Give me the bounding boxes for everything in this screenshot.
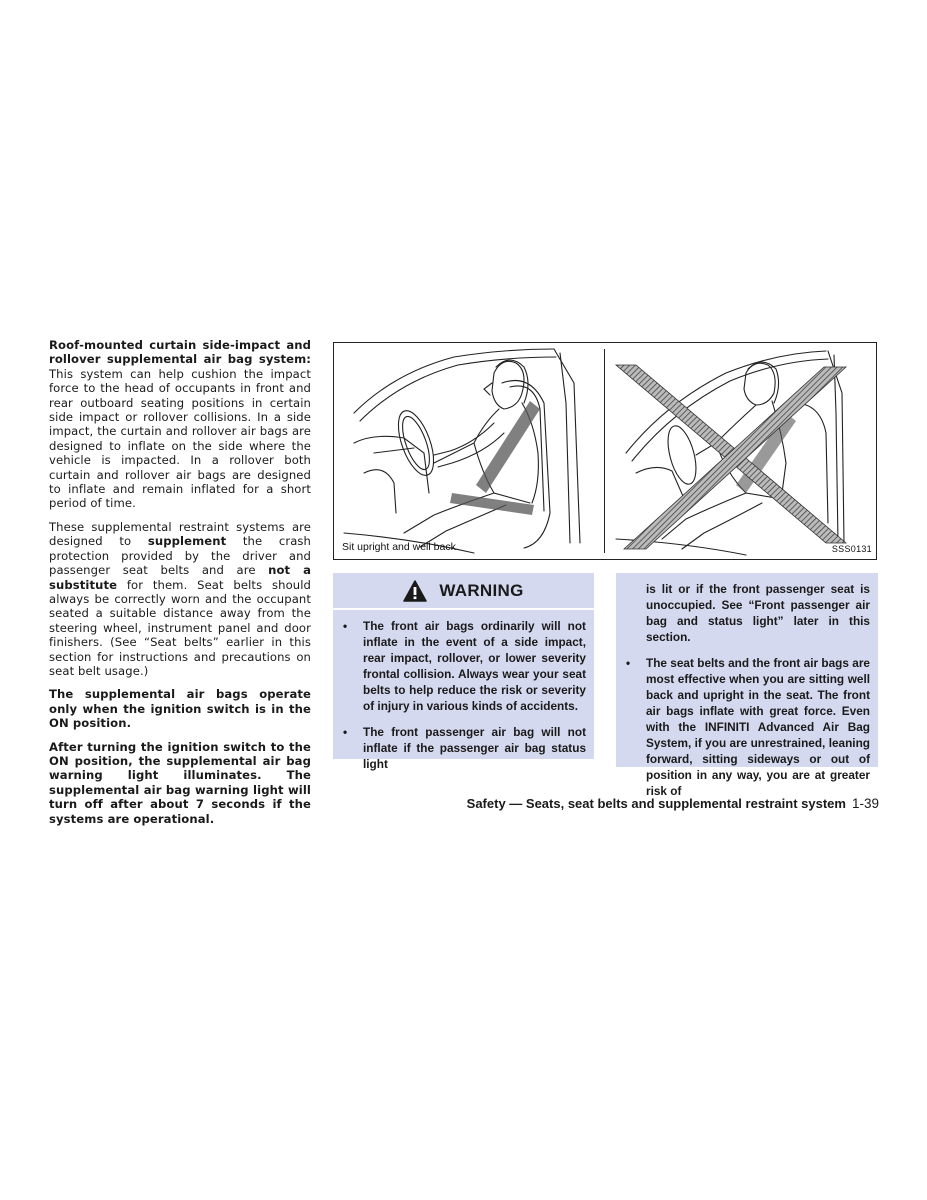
- bullet: •: [626, 656, 631, 670]
- warning-box-right: [616, 573, 878, 798]
- warning-list: [624, 655, 870, 799]
- paragraph-text: for them. Seat belts should always be correctly worn and the occupant seated a suitable distance away from the steering wheel, instrument panel and door finishers. (See “Seat belts” earlier in this section for instructions and precautions on seat belt usage.): [49, 577, 311, 678]
- warning-item-text: The seat belts and the front air bags are most effective when you are sitting well back and upright in the seat. The front air bags inflate with great force. Even with the INFINITI Advanced Air Bag System, if you are unrestrained, leaning forward, sitting sideways or out of position in any way, you are at greater risk of: [646, 656, 870, 798]
- warning-item: [341, 618, 586, 714]
- paragraph-text: the crash protection provided by the driver and passenger seat belts and are: [49, 534, 311, 578]
- warning-item-text: The front passenger air bag will not inflate if the passenger air bag status light: [363, 725, 586, 771]
- page-number: 1-39: [851, 796, 879, 811]
- warning-item: [624, 655, 870, 799]
- warning-box-left: [333, 610, 594, 771]
- paragraph-text: This system can help cushion the impact force to the head of occupants in front and rear outboard seating positions in certain side impact or rollover collisions. In a side impact, the curtain and rollover air bags are designed to inflate on the side where the vehicle is impacted. In a rollover both curtain and rollover air bags are designed to inflate and remain inflated for a short period of time.: [49, 366, 311, 511]
- incorrect-seating-illustration: [606, 343, 876, 559]
- warning-continuation: is lit or if the front passenger seat is unoccupied. See “Front passenger air bag and status light” later in this section.: [646, 582, 870, 644]
- warning-list: [341, 618, 586, 772]
- paragraph-supplement: [49, 520, 311, 678]
- warning-item-text: The front air bags ordinarily will not inflate in the event of a side impact, rear impact, rollover, or lower severity frontal collision. Always wear your seat belts to help reduce the risk or severity of injury in various kinds of accidents.: [363, 619, 586, 713]
- illustration-figure: [333, 342, 877, 560]
- warning-title: WARNING: [439, 580, 524, 600]
- paragraph-bold: After turning the ignition switch to the ON position, the supplemental air bag warning light illuminates. The supplemental air bag warning light will turn off after about 7 seconds if the systems are operational.: [49, 739, 311, 826]
- paragraph-warning-light: [49, 740, 311, 826]
- figure-divider: [604, 349, 605, 553]
- warning-triangle-icon: [403, 580, 427, 602]
- warning-item: [341, 724, 586, 772]
- emphasis-supplement: supplement: [147, 534, 227, 549]
- paragraph-ignition: [49, 687, 311, 730]
- paragraph-curtain-airbag: [49, 338, 311, 511]
- paragraph-text: These supplemental restraint systems are designed to: [49, 519, 311, 549]
- figure-caption: Sit upright and well back.: [342, 541, 459, 553]
- bullet: •: [343, 725, 348, 739]
- figure-code: SSS0131: [831, 544, 872, 554]
- left-column: [49, 338, 311, 835]
- emphasis-not-substitute: not a substitute: [49, 563, 312, 592]
- paragraph-bold: The supplemental air bags operate only when the ignition switch is in the ON position.: [49, 687, 311, 731]
- footer-section-title: Safety — Seats, seat belts and supplemental restraint system: [466, 796, 846, 811]
- bullet: •: [343, 619, 348, 633]
- correct-seating-illustration: [334, 343, 604, 559]
- warning-header: [333, 573, 594, 610]
- paragraph-heading: Roof-mounted curtain side-impact and rollover supplemental air bag system:: [49, 338, 311, 367]
- page-footer: [467, 796, 879, 811]
